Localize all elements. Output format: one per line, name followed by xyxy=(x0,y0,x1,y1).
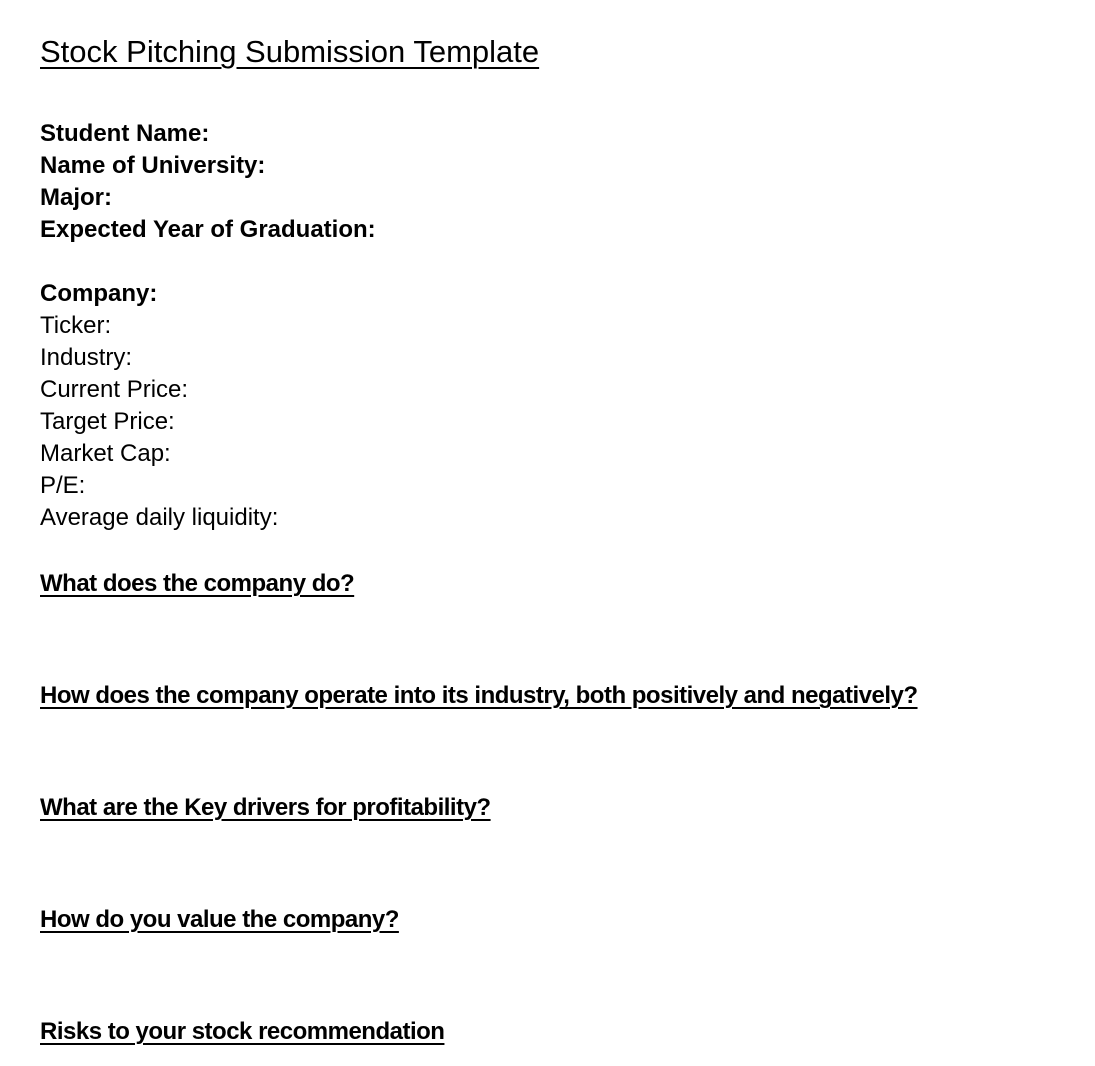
question-profitability-drivers: What are the Key drivers for profitability? xyxy=(40,794,491,821)
question-stock-risks: Risks to your stock recommendation xyxy=(40,1018,445,1045)
pe-ratio-label: P/E: xyxy=(40,472,86,499)
question-company-description: What does the company do? xyxy=(40,570,355,597)
question-industry-operation: How does the company operate into its industry, both positively and negatively? xyxy=(40,682,918,709)
target-price-label: Target Price: xyxy=(40,408,175,435)
graduation-year-label: Expected Year of Graduation: xyxy=(40,216,376,243)
question-company-valuation: How do you value the company? xyxy=(40,906,399,933)
student-info-section xyxy=(40,118,1065,246)
industry-label: Industry: xyxy=(40,344,133,371)
average-daily-liquidity-label: Average daily liquidity: xyxy=(40,504,279,531)
document-title: Stock Pitching Submission Template xyxy=(40,34,540,69)
university-name-label: Name of University: xyxy=(40,152,266,179)
major-label: Major: xyxy=(40,184,112,211)
current-price-label: Current Price: xyxy=(40,376,189,403)
ticker-label: Ticker: xyxy=(40,312,112,339)
company-label: Company: xyxy=(40,280,158,307)
student-name-label: Student Name: xyxy=(40,120,210,147)
company-info-section xyxy=(40,278,1065,534)
market-cap-label: Market Cap: xyxy=(40,440,171,467)
